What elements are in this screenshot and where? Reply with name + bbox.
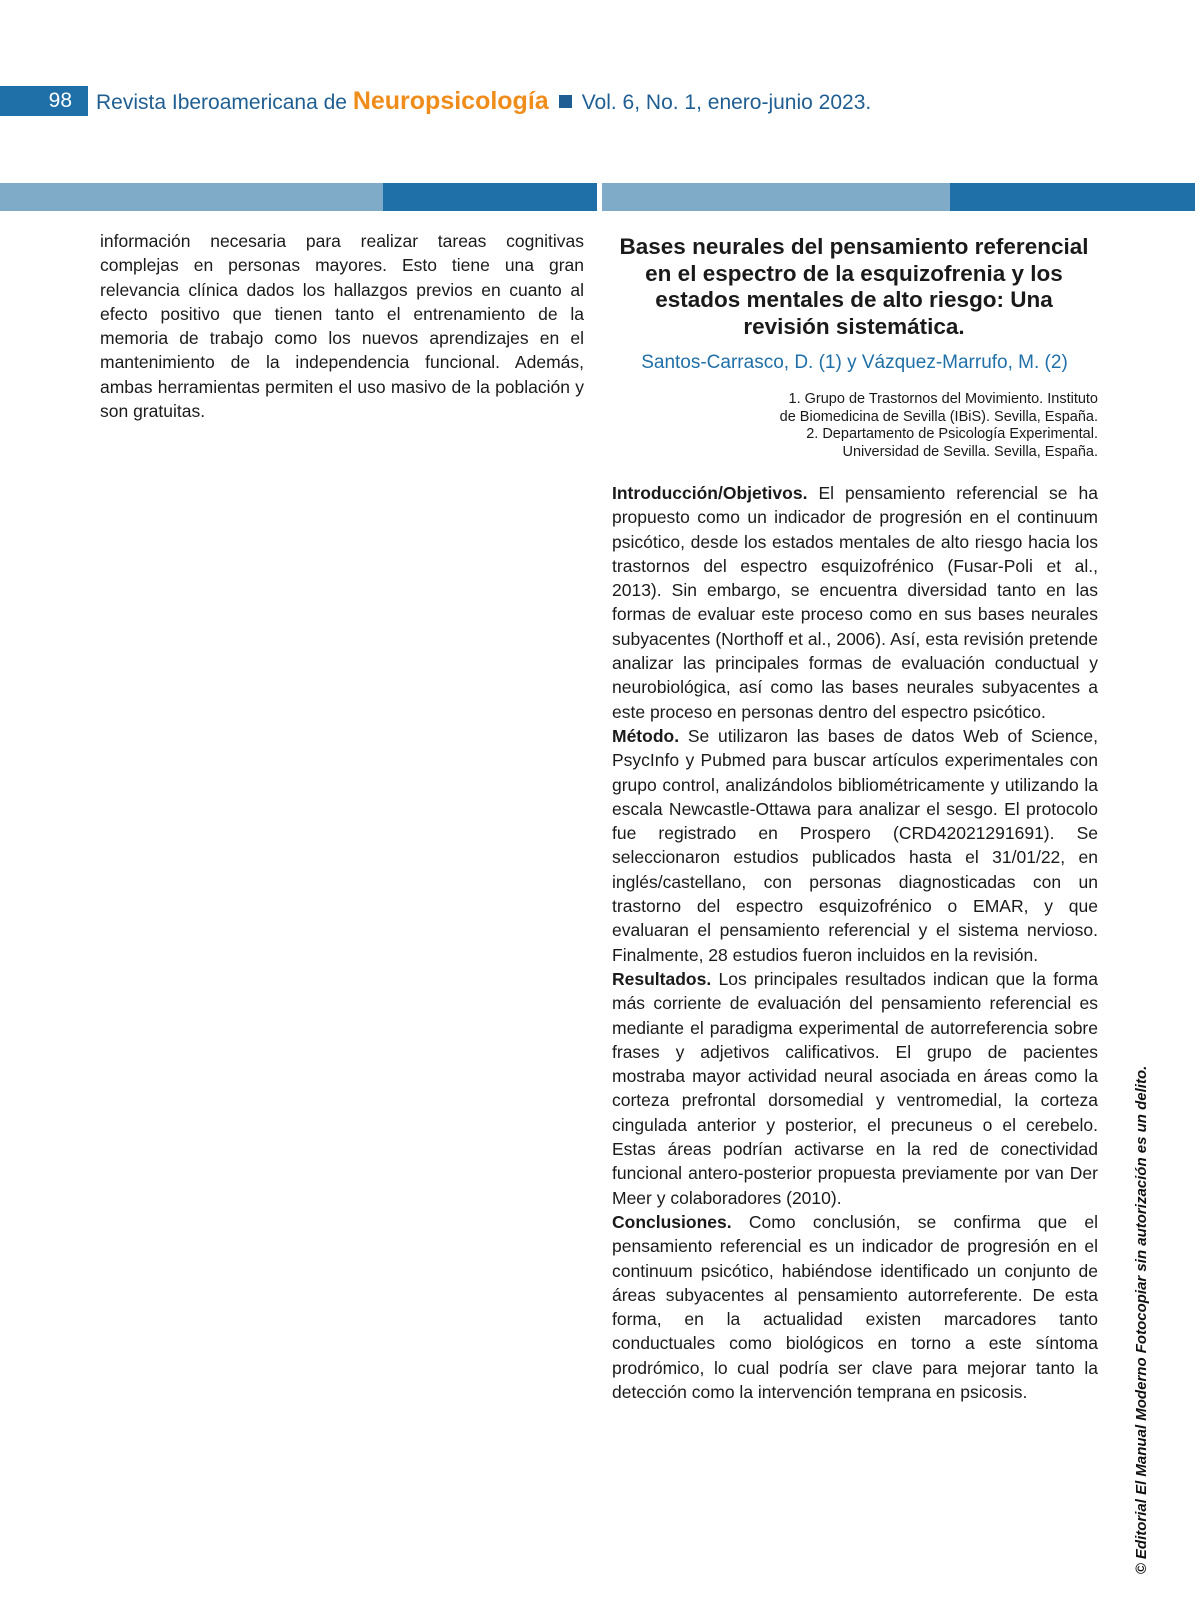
abstract-results xyxy=(612,967,1098,1210)
left-column-paragraph: información necesaria para realizar tareas cognitivas complejas en personas mayores. Esto tiene una gran relevancia clínica dados los hallazgos previos en cuanto al efecto positivo que tienen tanto el entrenamiento de la memoria de trabajo como los nuevos aprendizajes en el mantenimiento de la independencia funcional. Además, ambas herramientas permiten el uso masivo de la población y son gratuitas. xyxy=(100,231,584,422)
affiliations xyxy=(640,391,1098,461)
page-number: 98 xyxy=(0,86,88,116)
section-heading: Método. xyxy=(612,725,680,746)
left-column-bar-dark xyxy=(383,183,597,211)
affiliation-line: 1. Grupo de Trastornos del Movimiento. Instituto xyxy=(788,391,1098,407)
right-column-bar-dark xyxy=(950,183,1195,211)
journal-name-highlight: Neuropsicología xyxy=(352,87,549,115)
volume-info: Vol. 6, No. 1, enero-junio 2023. xyxy=(581,91,872,114)
article-title: Bases neurales del pensamiento referencial en el espectro de la esquizofrenia y los estados mentales de alto riesgo: Una revisión sistemática. xyxy=(619,234,1089,339)
left-column-bar-light xyxy=(0,183,383,211)
abstract-introduction xyxy=(612,481,1098,724)
section-text: Se utilizaron las bases de datos Web of Science, PsycInfo y Pubmed para buscar artículos experimentales con grupo control, analizándolos bibliométricamente y utilizando la escala Newcastle-Ottawa para analizar el sesgo. El protocolo fue registrado en Prospero (CRD42021291691). Se seleccionaron estudios publicados hasta el 31/01/22, en inglés/castellano, con personas diagnosticadas con un trastorno del espectro esquizofrénico o EMAR, y que evaluaran el pensamiento referencial y el sistema nervioso. Finalmente, 28 estudios fueron incluidos en la revisión. xyxy=(612,725,1098,965)
section-heading: Resultados. xyxy=(612,968,712,989)
right-column-bar-light xyxy=(602,183,950,211)
journal-name-prefix: Revista Iberoamericana de xyxy=(96,91,353,114)
separator-square-icon xyxy=(559,95,572,108)
section-heading: Introducción/Objetivos. xyxy=(612,483,808,503)
article-authors: Santos-Carrasco, D. (1) y Vázquez-Marrufo, M. (2) xyxy=(641,352,1068,373)
affiliation-line: 2. Departamento de Psicología Experimental. xyxy=(806,426,1098,442)
section-text: Los principales resultados indican que la forma más corriente de evaluación del pensamiento referencial es mediante el paradigma experimental de autorreferencia sobre frases y adjetivos calificativos. El grupo de pacientes mostraba mayor actividad neural asociada en áreas como la corteza prefrontal dorsomedial y ventromedial, la corteza cingulada anterior y posterior, el precuneus o el cerebelo. Estas áreas podrían activarse en la red de conectividad funcional antero-posterior propuesta previamente por van Der Meer y colaboradores (2010). xyxy=(612,968,1098,1208)
copyright-notice: © Editorial El Manual Moderno Fotocopiar sin autorización es un delito. xyxy=(1133,1065,1150,1575)
affiliation-line: Universidad de Sevilla. Sevilla, España. xyxy=(842,443,1098,460)
section-heading: Conclusiones. xyxy=(612,1211,732,1232)
abstract-method xyxy=(612,724,1098,967)
left-column xyxy=(100,229,584,423)
section-text: Como conclusión, se confirma que el pensamiento referencial es un indicador de progresión en el continuum psicótico, habiéndose identificado un conjunto de áreas subyacentes al pensamiento autorreferente. De esta forma, en la actualidad existen marcadores tanto conductuales como biológicos en torno a este síntoma prodrómico, lo cual podría ser clave para mejorar tanto la detección como la intervención temprana en psicosis. xyxy=(612,1211,1098,1402)
section-text: El pensamiento referencial se ha propuesto como un indicador de progresión en el continuum psicótico, desde los estados mentales de alto riesgo hacia los trastornos del espectro esquizofrénico (Fusar-Poli et al., 2013). Sin embargo, se encuentra diversidad tanto en las formas de evaluar este proceso como en sus bases neurales subyacentes (Northoff et al., 2006). Así, esta revisión pretende analizar las principales formas de evaluación conductual y neurobiológica, así como las bases neurales subyacentes a este proceso en personas dentro del espectro psicótico. xyxy=(612,483,1098,722)
abstract-conclusions xyxy=(612,1210,1098,1404)
abstract xyxy=(612,481,1098,1404)
affiliation-line: de Biomedicina de Sevilla (IBiS). Sevilla, España. xyxy=(779,408,1098,425)
running-header xyxy=(96,84,871,120)
